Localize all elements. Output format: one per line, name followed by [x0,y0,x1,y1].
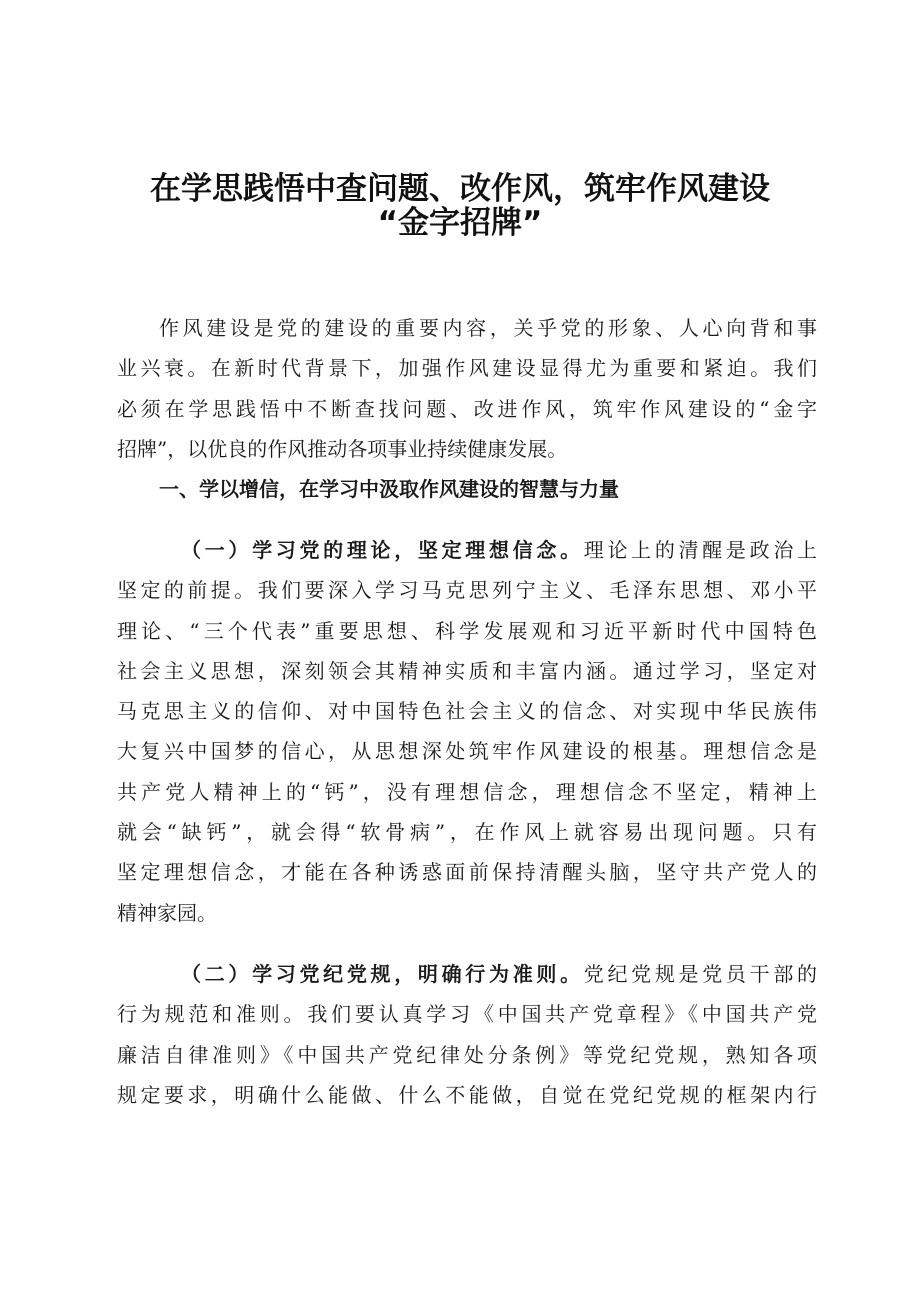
subsection-1-line-2: 坚定的前提。我们要深入学习马克思列宁主义、毛泽东思想、邓小平 [117,578,817,603]
subsection-1-first-line [117,530,817,570]
subsection-1-line-10: 精神家园。 [117,900,217,925]
subsection-2-line-2: 行为规范和准则。我们要认真学习《中国共产党章程》《中国共产党 [117,1002,817,1027]
section-1-heading: 一、学以增信，在学习中汲取作风建设的智慧与力量 [159,477,619,501]
subsection-1-line-8: 就会“缺钙”，就会得“软骨病”，在作风上就容易出现问题。只有 [117,820,817,845]
subsection-1-line-7: 共产党人精神上的“钙”，没有理想信念，理想信念不坚定，精神上 [117,779,817,804]
intro-line-1: 作风建设是党的建设的重要内容，关乎党的形象、人心向背和事 [159,316,817,340]
subsection-2-first-line [117,954,817,994]
subsection-1-line-9: 坚定理想信念，才能在各种诱惑面前保持清醒头脑，坚守共产党人的 [117,860,817,885]
subsection-1-line-4: 社会主义思想，深刻领会其精神实质和丰富内涵。通过学习，坚定对 [117,658,817,683]
intro-line-3: 必须在学思践悟中不断查找问题、改进作风，筑牢作风建设的“金字 [117,396,817,421]
subsection-1-line-1: 理论上的清醒是政治上 [583,538,818,562]
intro-line-2: 业兴衰。在新时代背景下，加强作风建设显得尤为重要和紧迫。我们 [117,356,817,381]
subsection-2-line-1: 党纪党规是党员干部的 [583,962,818,986]
subsection-1-line-6: 大复兴中国梦的信心，从思想深处筑牢作风建设的根基。理想信念是 [117,739,817,764]
subsection-2-line-3: 廉洁自律准则》《中国共产党纪律处分条例》等党纪党规，熟知各项 [117,1042,817,1067]
subsection-1-paragraph [117,530,817,933]
subsection-1-heading: （一）学习党的理论，坚定理想信念。 [181,538,584,562]
subsection-2-paragraph [117,954,817,1115]
document-title-line-2: “金字招牌” [377,205,543,241]
intro-line-4: 招牌”，以优良的作风推动各项事业持续健康发展。 [117,436,568,461]
intro-paragraph [117,308,817,469]
subsection-1-line-3: 理论、“三个代表”重要思想、科学发展观和习近平新时代中国特色 [117,618,817,643]
subsection-2-heading: （二）学习党纪党规，明确行为准则。 [181,962,584,986]
section-1-heading-block [117,469,817,509]
document-title-line-1: 在学思践悟中查问题、改作风，筑牢作风建设 [150,171,770,207]
subsection-1-line-5: 马克思主义的信仰、对中国特色社会主义的信念、对实现中华民族伟 [117,699,817,724]
subsection-2-line-4: 规定要求，明确什么能做、什么不能做，自觉在党纪党规的框架内行 [117,1082,817,1107]
